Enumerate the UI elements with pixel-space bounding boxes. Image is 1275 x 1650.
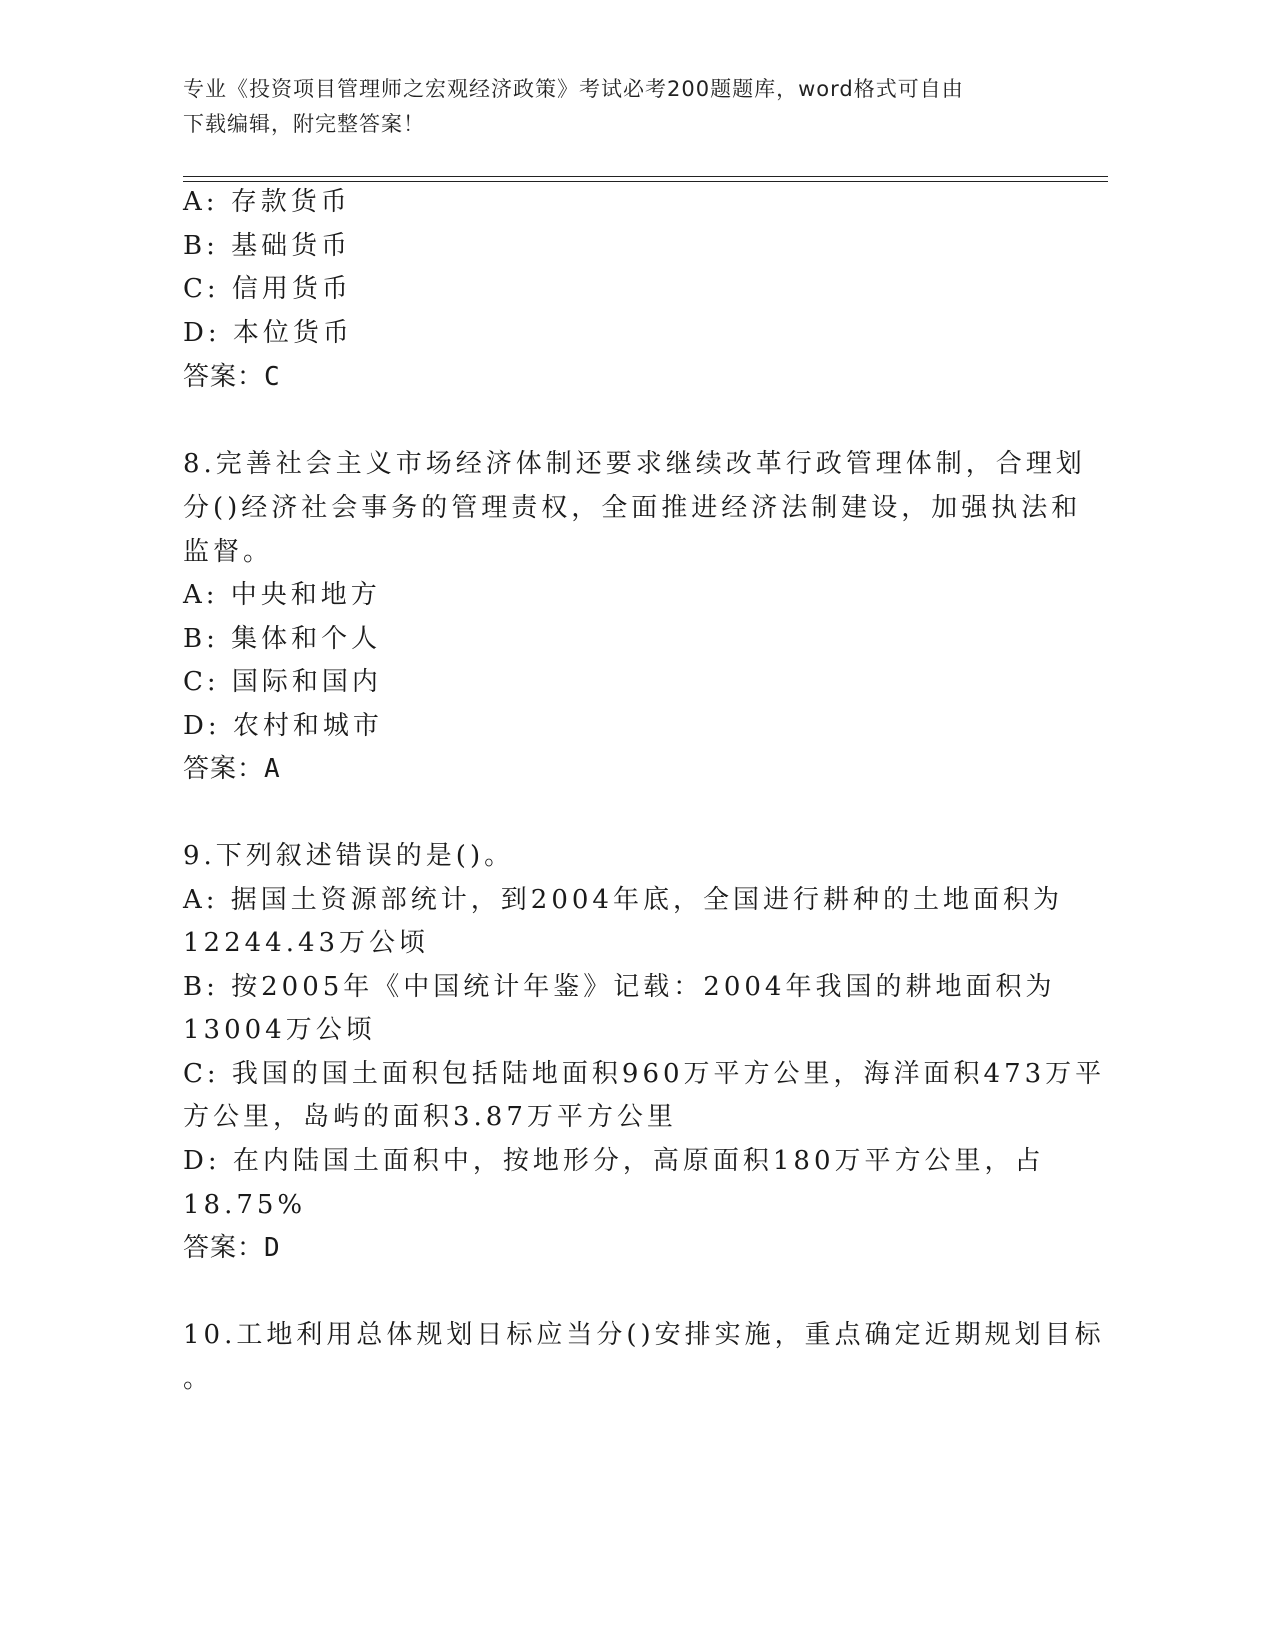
q9-option-c-line-1: C: 我国的国土面积包括陆地面积960万平方公里，海洋面积473万平 [183, 1059, 1106, 1089]
q7-option-b: B: 基础货币 [183, 231, 352, 261]
q8-stem-line-1: 8.完善社会主义市场经济体制还要求继续改革行政管理体制，合理划 [183, 449, 1086, 479]
q9-option-a-line-2: 12244.43万公顷 [183, 928, 430, 958]
header-line-2: 下载编辑，附完整答案！ [183, 112, 425, 136]
q7-option-d: D: 本位货币 [183, 318, 353, 348]
document-header [183, 72, 1083, 142]
q10-stem-line-1: 10.工地利用总体规划日标应当分()安排实施，重点确定近期规划目标 [183, 1320, 1105, 1350]
q8-stem-line-3: 监督。 [183, 537, 274, 567]
q9-answer [183, 1231, 281, 1265]
q8-option-a: A: 中央和地方 [183, 580, 381, 610]
answer-value: A [264, 754, 281, 784]
answer-value: C [264, 362, 281, 392]
q9-option-d-line-1: D: 在内陆国土面积中，按地形分，高原面积180万平方公里，占 [183, 1146, 1045, 1176]
header-divider-bottom [183, 181, 1108, 182]
answer-label: 答案： [183, 754, 265, 784]
q7-option-c: C: 信用货币 [183, 274, 352, 304]
q7-option-a: A: 存款货币 [183, 187, 351, 217]
q8-answer [183, 752, 281, 786]
q9-option-b-line-1: B: 按2005年《中国统计年鉴》记载：2004年我国的耕地面积为 [183, 972, 1056, 1002]
q8-option-c: C: 国际和国内 [183, 667, 382, 697]
header-line-1: 专业《投资项目管理师之宏观经济政策》考试必考200题题库，word格式可自由 [183, 77, 964, 101]
q7-answer [183, 360, 281, 394]
q9-option-d-line-2: 18.75% [183, 1190, 307, 1220]
answer-value: D [264, 1233, 281, 1263]
q9-option-c-line-2: 方公里，岛屿的面积3.87万平方公里 [183, 1102, 677, 1132]
q9-stem: 9.下列叙述错误的是()。 [183, 841, 515, 871]
q8-stem-line-2: 分()经济社会事务的管理责权，全面推进经济法制建设，加强执法和 [183, 493, 1082, 523]
q8-option-d: D: 农村和城市 [183, 711, 383, 741]
q8-option-b: B: 集体和个人 [183, 624, 382, 654]
answer-label: 答案： [183, 1233, 265, 1263]
header-divider-top [183, 176, 1108, 177]
q9-option-b-line-2: 13004万公顷 [183, 1015, 376, 1045]
q9-option-a-line-1: A: 据国土资源部统计，到2004年底，全国进行耕种的土地面积为 [183, 885, 1063, 915]
answer-label: 答案： [183, 362, 265, 392]
q10-stem-line-2: 。 [183, 1364, 214, 1394]
